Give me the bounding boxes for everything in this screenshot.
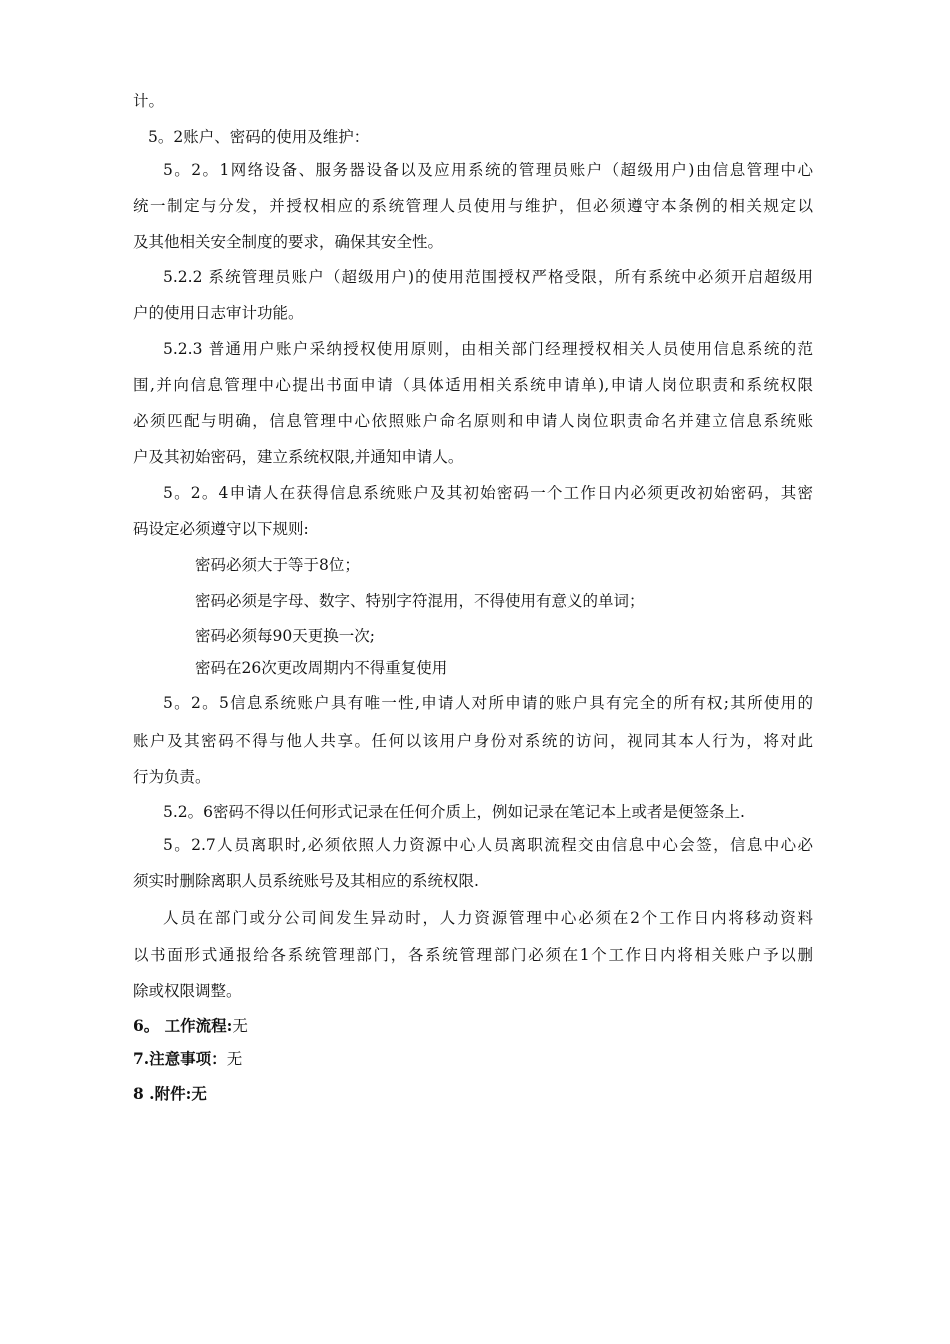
section-8-attachments [133,1083,207,1105]
paragraph-line: 人员在部门或分公司间发生异动时，人力资源管理中心必须在2个工作日内将移动资料 [163,909,813,927]
section-7-notes [133,1048,242,1070]
paragraph-line: 5。2。4申请人在获得信息系统账户及其初始密码一个工作日内必须更改初始密码，其密 [163,484,813,502]
section-label: 8 .附件: [133,1084,192,1103]
rule-item: 密码必须每90天更换一次; [195,627,375,645]
section-value: 无 [226,1050,243,1068]
paragraph-line: 及其他相关安全制度的要求，确保其安全性。 [133,233,444,251]
rule-item: 密码在26次更改周期内不得重复使用 [195,659,448,677]
paragraph-line: 账户及其密码不得与他人共享。任何以该用户身份对系统的访问，视同其本人行为，将对此 [133,732,813,750]
paragraph-line: 须实时删除离职人员系统账号及其相应的系统权限. [133,872,479,890]
paragraph-line: 5.2。6密码不得以任何形式记录在任何介质上，例如记录在笔记本上或者是便签条上. [163,803,745,821]
paragraph-line: 围,并向信息管理中心提出书面申请（具体适用相关系统申请单),申请人岗位职责和系统权限 [133,376,813,394]
paragraph-line: 户及其初始密码，建立系统权限,并通知申请人。 [133,448,464,466]
paragraph-line: 5.2.3 普通用户账户采纳授权使用原则，由相关部门经理授权相关人员使用信息系统的范 [163,340,813,358]
paragraph-line: 5。2。1网络设备、服务器设备以及应用系统的管理员账户（超级用户)由信息管理中心 [163,161,813,179]
rule-item: 密码必须是字母、数字、特别字符混用，不得使用有意义的单词； [195,592,645,610]
section-label: 6。 工作流程: [133,1016,233,1035]
section-value: 无 [232,1017,248,1035]
rule-item: 密码必须大于等于8位； [195,556,360,574]
paragraph-line: 码设定必须遵守以下规则: [133,520,309,538]
paragraph-line: 5。2。5信息系统账户具有唯一性,申请人对所申请的账户具有完全的所有权;其所使用的 [163,694,813,712]
paragraph-line: 除或权限调整。 [133,982,242,1000]
section-label: 7.注意事项： [133,1049,227,1068]
section-heading: 5。2账户、密码的使用及维护： [148,128,370,146]
paragraph-line: 5.2.2 系统管理员账户（超级用户)的使用范围授权严格受限，所有系统中必须开启超级用 [163,268,813,286]
section-6-workflow [133,1015,248,1037]
paragraph-line: 5。2.7人员离职时,必须依照人力资源中心人员离职流程交由信息中心会签，信息中心必 [163,836,813,854]
paragraph-line: 行为负责。 [133,768,211,786]
text-line: 计。 [133,92,165,110]
section-value: 无 [191,1084,207,1103]
paragraph-line: 户的使用日志审计功能。 [133,304,304,322]
paragraph-line: 统一制定与分发，并授权相应的系统管理人员使用与维护，但必须遵守本条例的相关规定以 [133,197,813,215]
paragraph-line: 必须匹配与明确，信息管理中心依照账户命名原则和申请人岗位职责命名并建立信息系统账 [133,412,813,430]
paragraph-line: 以书面形式通报给各系统管理部门，各系统管理部门必须在1个工作日内将相关账户予以删 [133,946,813,964]
